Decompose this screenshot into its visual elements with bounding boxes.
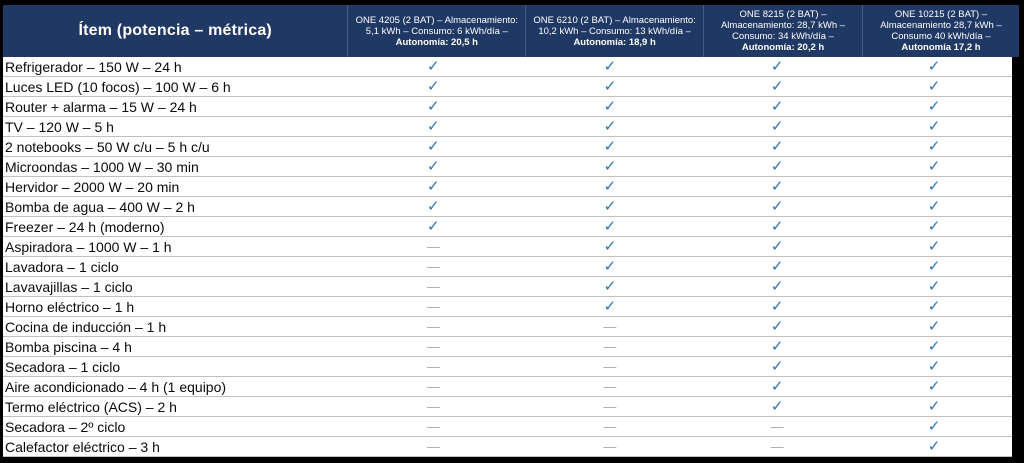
value-cell [856,317,1012,336]
check-icon: ✓ [927,217,941,235]
check-icon: ✓ [770,137,784,155]
table-row [3,417,1012,437]
table-row [3,137,1012,157]
table-row [3,217,1012,237]
table-body [3,57,1012,457]
value-cell [522,377,699,396]
value-cell [856,217,1012,236]
check-icon: ✓ [603,97,617,115]
check-icon: ✓ [927,357,941,375]
value-cell [698,217,856,236]
table-row [3,357,1012,377]
dash-icon: — [603,339,617,354]
value-cell [522,437,699,456]
value-cell [522,357,699,376]
table-row [3,77,1012,97]
value-cell [522,157,699,176]
value-cell [345,257,522,276]
value-cell [856,157,1012,176]
system-spec-text: ONE 6210 (2 BAT) – Almacenamiento: 10,2 kWh – Consumo: 13 kWh/día – [533,14,696,37]
table-row [3,277,1012,297]
item-label: Hervidor – 2000 W – 20 min [5,178,180,195]
value-cell [345,277,522,296]
dash-icon: — [426,299,440,314]
table-row [3,437,1012,457]
check-icon: ✓ [770,297,784,315]
value-cell [522,257,699,276]
check-icon: ✓ [927,337,941,355]
check-icon: ✓ [770,57,784,75]
value-cell [856,397,1012,416]
value-cell [698,157,856,176]
value-cell [522,57,699,76]
check-icon: ✓ [427,77,440,95]
check-icon: ✓ [770,97,784,115]
check-icon: ✓ [770,217,784,235]
check-icon: ✓ [427,57,440,75]
value-cell [522,197,699,216]
check-icon: ✓ [927,317,941,335]
value-cell [345,97,522,116]
table-row [3,317,1012,337]
table-row [3,197,1012,217]
table-row [3,57,1012,77]
dash-icon: — [770,439,784,454]
value-cell [522,397,699,416]
dash-icon: — [603,379,617,394]
check-icon: ✓ [927,397,941,415]
value-cell [698,57,856,76]
value-cell [698,117,856,136]
value-cell [698,417,856,436]
check-icon: ✓ [770,257,784,275]
check-icon: ✓ [770,157,784,175]
item-label: Refrigerador – 150 W – 24 h [5,58,182,75]
check-icon: ✓ [603,277,617,295]
check-icon: ✓ [927,257,941,275]
value-cell [856,357,1012,376]
dash-icon: — [426,319,440,334]
dash-icon: — [426,419,440,434]
value-cell [522,417,699,436]
check-icon: ✓ [927,137,941,155]
check-icon: ✓ [603,237,617,255]
value-cell [345,437,522,456]
dash-icon: — [426,439,440,454]
item-label: Freezer – 24 h (moderno) [5,218,165,235]
table-row [3,337,1012,357]
value-cell [345,137,522,156]
check-icon: ✓ [603,77,617,95]
value-cell [345,157,522,176]
check-icon: ✓ [603,137,617,155]
value-cell [345,377,522,396]
check-icon: ✓ [770,397,784,415]
check-icon: ✓ [603,117,617,135]
check-icon: ✓ [603,217,617,235]
table-row [3,157,1012,177]
item-label: Lavavajillas – 1 ciclo [5,278,133,295]
check-icon: ✓ [927,297,941,315]
check-icon: ✓ [603,57,617,75]
value-cell [698,377,856,396]
item-label: Secadora – 1 ciclo [5,358,121,375]
check-icon: ✓ [927,197,941,215]
value-cell [345,397,522,416]
dash-icon: — [426,339,440,354]
column-header-one-6210 [525,5,703,57]
value-cell [345,197,522,216]
table-header [3,5,1019,57]
dash-icon: — [603,399,617,414]
table-row [3,297,1012,317]
system-autonomy-text: Autonomía: 18,9 h [573,36,656,48]
value-cell [522,297,699,316]
dash-icon: — [603,359,617,374]
system-spec-text: ONE 8215 (2 BAT) – Almacenamiento: 28,7 kWh – Consumo: 34 kWh/día – [720,9,846,42]
value-cell [856,297,1012,316]
dash-icon: — [426,399,440,414]
item-label: Aire acondicionado – 4 h (1 equipo) [5,378,227,395]
check-icon: ✓ [927,377,941,395]
value-cell [522,137,699,156]
value-cell [698,337,856,356]
value-cell [345,57,522,76]
table-row [3,397,1012,417]
value-cell [856,237,1012,256]
value-cell [698,277,856,296]
value-cell [345,357,522,376]
dash-icon: — [426,259,440,274]
check-icon: ✓ [603,297,617,315]
table-row [3,177,1012,197]
value-cell [522,237,699,256]
value-cell [522,217,699,236]
value-cell [698,317,856,336]
system-autonomy-text: Autonomía 17,2 h [901,42,981,53]
dash-icon: — [603,419,617,434]
value-cell [698,297,856,316]
check-icon: ✓ [427,137,440,155]
check-icon: ✓ [927,77,941,95]
check-icon: ✓ [427,157,440,175]
value-cell [856,97,1012,116]
table-row [3,257,1012,277]
value-cell [345,237,522,256]
value-cell [345,77,522,96]
value-cell [698,197,856,216]
check-icon: ✓ [770,77,784,95]
table-row [3,237,1012,257]
check-icon: ✓ [927,437,941,455]
value-cell [856,117,1012,136]
value-cell [698,77,856,96]
value-cell [698,257,856,276]
item-label: 2 notebooks – 50 W c/u – 5 h c/u [5,138,210,155]
dash-icon: — [770,419,784,434]
table-row [3,97,1012,117]
item-label: Termo eléctrico (ACS) – 2 h [5,398,177,415]
check-icon: ✓ [927,417,941,435]
value-cell [522,277,699,296]
check-icon: ✓ [770,337,784,355]
check-icon: ✓ [603,157,617,175]
column-header-one-10215 [862,5,1019,57]
value-cell [345,217,522,236]
check-icon: ✓ [770,277,784,295]
value-cell [856,137,1012,156]
value-cell [345,417,522,436]
value-cell [856,337,1012,356]
column-header-item [3,5,347,57]
item-label: Bomba de agua – 400 W – 2 h [5,198,195,215]
item-label: Bomba piscina – 4 h [5,338,132,355]
comparison-table [3,5,1019,457]
value-cell [856,57,1012,76]
check-icon: ✓ [770,377,784,395]
check-icon: ✓ [770,357,784,375]
value-cell [698,357,856,376]
check-icon: ✓ [427,177,440,195]
system-spec-text: ONE 4205 (2 BAT) – Almacenamiento: 5,1 kWh – Consumo: 6 kWh/día – [355,14,519,37]
value-cell [698,177,856,196]
value-cell [856,197,1012,216]
value-cell [522,337,699,356]
value-cell [522,177,699,196]
item-label: Horno eléctrico – 1 h [5,298,135,315]
value-cell [698,437,856,456]
check-icon: ✓ [427,117,440,135]
check-icon: ✓ [770,117,784,135]
value-cell [522,77,699,96]
system-autonomy-text: Autonomía: 20,2 h [741,42,825,53]
value-cell [856,77,1012,96]
check-icon: ✓ [427,197,440,215]
dash-icon: — [426,359,440,374]
value-cell [698,97,856,116]
item-column-title: Ítem (potencia – métrica) [78,22,272,39]
value-cell [345,317,522,336]
item-label: Secadora – 2º ciclo [5,418,126,435]
check-icon: ✓ [770,177,784,195]
value-cell [522,317,699,336]
value-cell [856,257,1012,276]
check-icon: ✓ [927,157,941,175]
dash-icon: — [603,439,617,454]
value-cell [345,297,522,316]
check-icon: ✓ [927,177,941,195]
item-label: Luces LED (10 focos) – 100 W – 6 h [5,78,231,95]
table-row [3,377,1012,397]
dash-icon: — [603,319,617,334]
check-icon: ✓ [603,197,617,215]
column-header-one-4205 [347,5,525,57]
item-label: Microondas – 1000 W – 30 min [5,158,199,175]
dash-icon: — [426,279,440,294]
value-cell [345,177,522,196]
value-cell [698,237,856,256]
item-label: Router + alarma – 15 W – 24 h [5,98,197,115]
check-icon: ✓ [770,317,784,335]
item-label: Aspiradora – 1000 W – 1 h [5,238,172,255]
check-icon: ✓ [927,97,941,115]
value-cell [522,97,699,116]
table-row [3,117,1012,137]
check-icon: ✓ [770,197,784,215]
dash-icon: — [426,239,440,254]
value-cell [345,117,522,136]
value-cell [522,117,699,136]
check-icon: ✓ [927,57,941,75]
value-cell [856,417,1012,436]
value-cell [856,277,1012,296]
check-icon: ✓ [603,177,617,195]
value-cell [698,397,856,416]
value-cell [856,177,1012,196]
check-icon: ✓ [427,217,440,235]
check-icon: ✓ [770,237,784,255]
value-cell [698,137,856,156]
item-label: Cocina de inducción – 1 h [5,318,167,335]
check-icon: ✓ [927,117,941,135]
check-icon: ✓ [427,97,440,115]
system-autonomy-text: Autonomía: 20,5 h [395,36,478,48]
system-spec-text: ONE 10215 (2 BAT) – Almacenamiento 28,7 kWh – Consumo 40 kWh/día – [880,9,1002,42]
check-icon: ✓ [927,237,941,255]
item-label: TV – 120 W – 5 h [5,118,114,135]
item-label: Calefactor eléctrico – 3 h [5,438,160,455]
value-cell [856,437,1012,456]
check-icon: ✓ [927,277,941,295]
value-cell [856,377,1012,396]
dash-icon: — [426,379,440,394]
item-label: Lavadora – 1 ciclo [5,258,119,275]
check-icon: ✓ [603,257,617,275]
value-cell [345,337,522,356]
column-header-one-8215 [703,5,862,57]
